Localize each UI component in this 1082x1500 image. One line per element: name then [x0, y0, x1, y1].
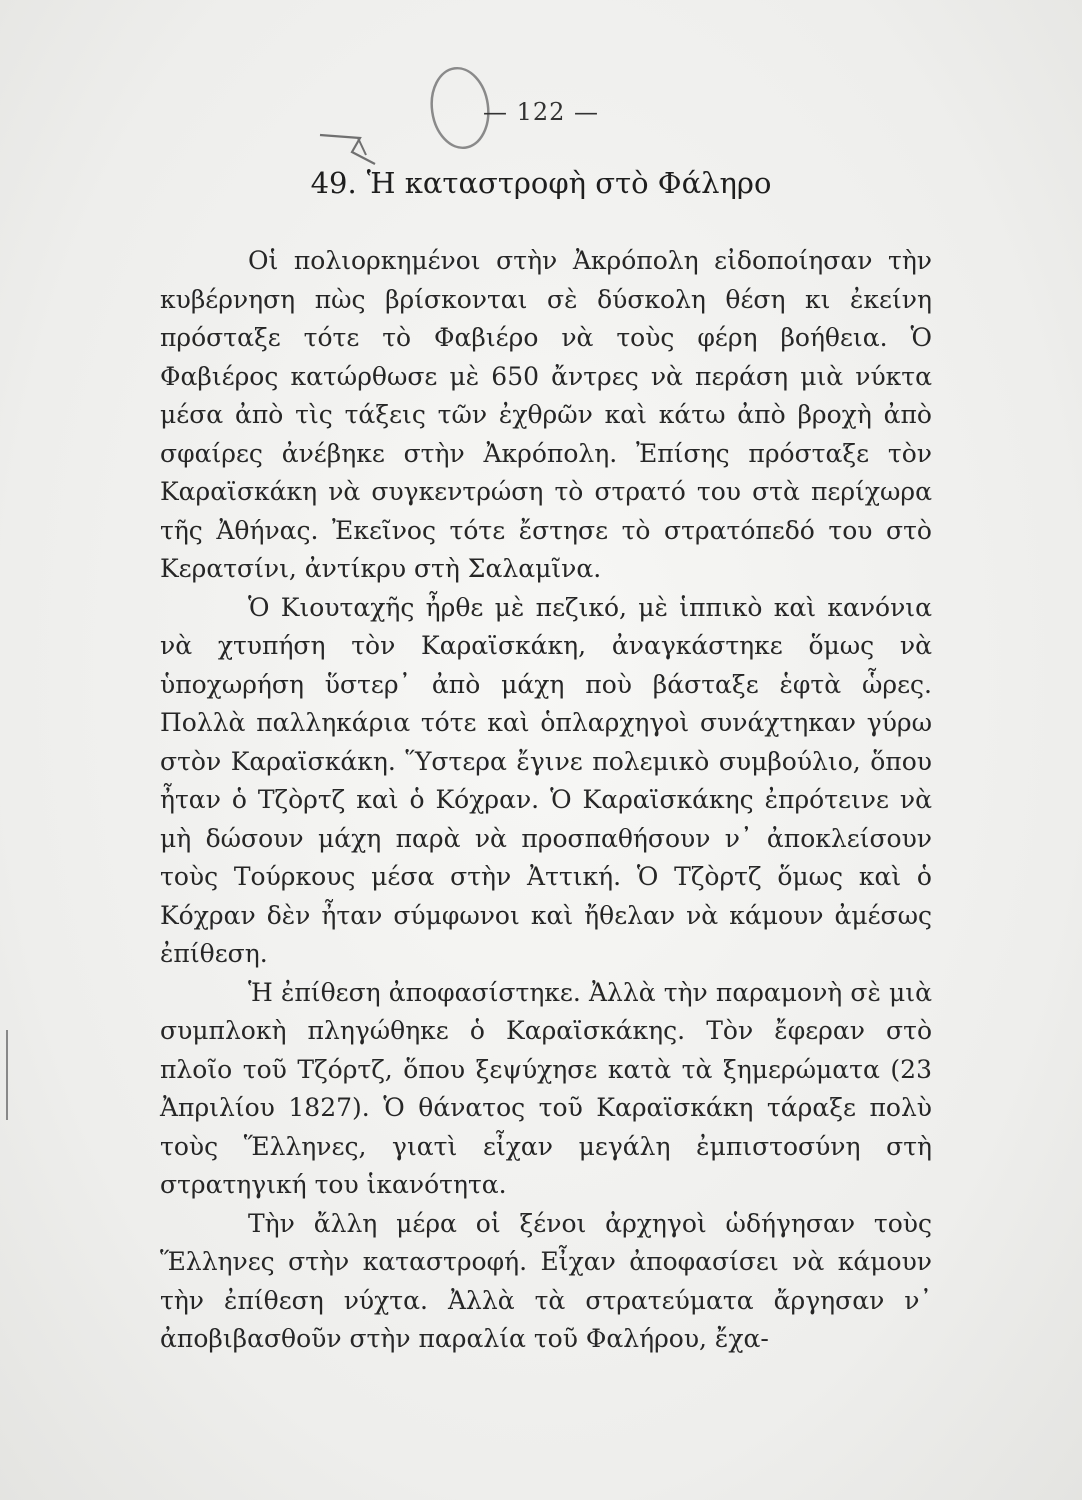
- paragraph-2: Ὁ Κιουταχῆς ἦρθε μὲ πεζικό, μὲ ἱππικὸ καὶ κανόνια νὰ χτυπήση τὸν Καραϊσκάκη, ἀναγκάστηκε ὅμως νὰ ὑποχωρήση ὕστερ᾽ ἀπὸ μάχη ποὺ βάσταξε ἑφτὰ ὧρες. Πολλὰ παλληκάρια τότε καὶ ὁπλαρχηγοὶ συνάχτηκαν γύρω στὸν Καραϊσκάκη. Ὕστερα ἔγινε πολεμικὸ συμβούλιο, ὅπου ἦταν ὁ Τζὸρτζ καὶ ὁ Κόχραν. Ὁ Καραϊσκάκης ἐπρότεινε νὰ μὴ δώσουν μάχη παρὰ νὰ προσπαθήσουν ν᾽ ἀποκλείσουν τοὺς Τούρκους μέσα στὴν Ἀττική. Ὁ Τζὸρτζ ὅμως καὶ ὁ Κόχραν δὲν ἦταν σύμφωνοι καὶ ἤθελαν νὰ κάμουν ἀμέσως ἐπίθεση.: [160, 592, 932, 968]
- chapter-number: 49.: [310, 166, 357, 200]
- page-number: — 122 —: [482, 98, 600, 126]
- body-text: [160, 242, 932, 1359]
- paragraph-1: Οἱ πολιορκημένοι στὴν Ἀκρόπολη εἰδοποίησαν τὴν κυβέρνηση πὼς βρίσκονται σὲ δύσκολη θέση κι ἐκείνη πρόσταξε τότε τὸ Φαβιέρο νὰ τοὺς φέρη βοήθεια. Ὁ Φαβιέρος κατώρθωσε μὲ 650 ἄντρες νὰ περάση μιὰ νύκτα μέσα ἀπὸ τὶς τάξεις τῶν ἐχθρῶν καὶ κάτω ἀπὸ βροχὴ ἀπὸ σφαίρες ἀνέβηκε στὴν Ἀκρόπολη. Ἐπίσης πρόσταξε τὸν Καραϊσκάκη νὰ συγκεντρώση τὸ στρατό του στὰ περίχωρα τῆς Ἀθήνας. Ἐκεῖνος τότε ἔστησε τὸ στρατόπεδό του στὸ Κερατσίνι, ἀντίκρυ στὴ Σαλαμῖνα.: [160, 246, 932, 583]
- chapter-title: Ἡ καταστροφὴ στὸ Φάληρο: [366, 166, 772, 200]
- binding-edge: [0, 1030, 8, 1120]
- paragraph-4: Τὴν ἄλλη μέρα οἱ ξένοι ἀρχηγοὶ ὡδήγησαν τοὺς Ἕλληνες στὴν καταστροφή. Εἶχαν ἀποφασίσει νὰ κάμουν τὴν ἐπίθεση νύχτα. Ἀλλὰ τὰ στρατεύματα ἄργησαν ν᾽ ἀποβιβασθοῦν στὴν παραλία τοῦ Φαλήρου, ἔχα-: [160, 1208, 932, 1353]
- paragraph-3: Ἡ ἐπίθεση ἀποφασίστηκε. Ἀλλὰ τὴν παραμονὴ σὲ μιὰ συμπλοκὴ πληγώθηκε ὁ Καραϊσκάκης. Τὸν ἔφεραν στὸ πλοῖο τοῦ Τζόρτζ, ὅπου ξεψύχησε κατὰ τὰ ξημερώματα (23 Ἀπριλίου 1827). Ὁ θάνατος τοῦ Καραϊσκάκη τάραξε πολὺ τοὺς Ἕλληνες, γιατὶ εἶχαν μεγάλη ἐμπιστοσύνη στὴ στρατηγική του ἱκανότητα.: [160, 977, 932, 1199]
- chapter-heading: [0, 166, 1082, 200]
